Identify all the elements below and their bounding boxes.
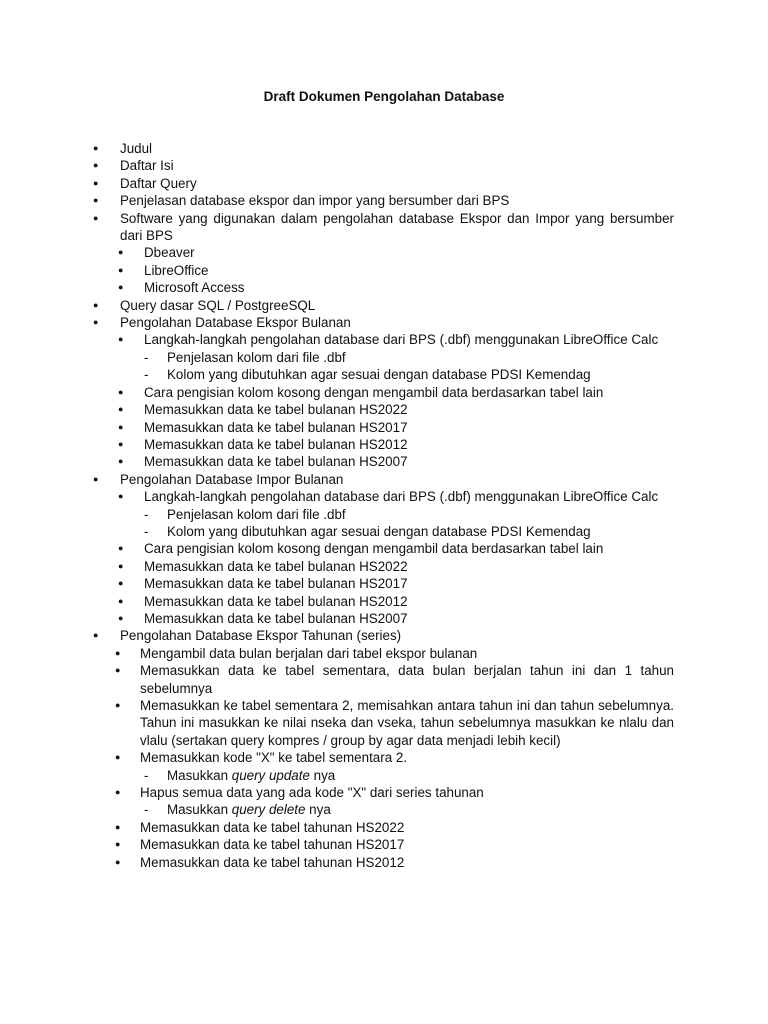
list-item — [0, 210, 674, 245]
list-item-text: Memasukkan data ke tabel bulanan HS2022 — [144, 402, 408, 418]
bullet-icon: ● — [115, 821, 121, 832]
bullet-icon: ● — [118, 334, 124, 345]
bullet-icon: ● — [93, 212, 99, 223]
bullet-icon: ● — [118, 421, 124, 432]
dash-marker: - — [144, 367, 149, 383]
list-item-text: Langkah-langkah pengolahan database dari BPS (.dbf) menggunakan LibreOffice Calc — [144, 332, 659, 348]
list-item-text: Pengolahan Database Impor Bulanan — [120, 471, 344, 487]
nested-list-item — [0, 331, 674, 348]
page-title: Draft Dokumen Pengolahan Database — [263, 89, 505, 104]
list-item-text: Query dasar SQL / PostgreeSQL — [120, 297, 316, 313]
nested-list-item — [0, 558, 674, 575]
bullet-icon: ● — [118, 386, 124, 397]
list-item-text: Masukkan — [167, 802, 232, 818]
list-item-text: Memasukkan data ke tabel bulanan HS2012 — [144, 593, 408, 609]
list-item-text: Memasukkan data ke tabel bulanan HS2012 — [144, 436, 408, 452]
bullet-icon: ● — [118, 595, 124, 606]
list-item-text: nya — [305, 802, 331, 818]
list-item-text: Memasukkan data ke tabel bulanan HS2007 — [144, 610, 408, 626]
list-item-text: Mengambil data bulan berjalan dari tabel ekspor bulanan — [140, 645, 478, 661]
list-item-text: Kolom yang dibutuhkan agar sesuai dengan database PDSI Kemendag — [167, 523, 591, 539]
sub-list-item — [0, 506, 674, 523]
bullet-icon: ● — [118, 438, 124, 449]
list-item-text: Memasukkan data ke tabel bulanan HS2017 — [144, 419, 408, 435]
list-item-text: Memasukkan data ke tabel sementara, data bulan berjalan tahun ini dan 1 tahun sebelumnya — [140, 663, 674, 696]
bullet-icon: ● — [93, 160, 99, 171]
list-item — [0, 314, 674, 331]
nested-list-item — [0, 419, 674, 436]
nested-list-item — [0, 645, 674, 662]
list-item-text: Langkah-langkah pengolahan database dari BPS (.dbf) menggunakan LibreOffice Calc — [144, 489, 659, 505]
list-item-text: Memasukkan data ke tabel tahunan HS2022 — [140, 819, 405, 835]
italic-term: query update — [231, 767, 310, 783]
list-item — [0, 175, 674, 192]
nested-list-item — [0, 610, 674, 627]
bullet-icon: ● — [118, 578, 124, 589]
dash-marker: - — [144, 349, 149, 365]
bullet-icon: ● — [118, 247, 124, 258]
bullet-icon: ● — [93, 299, 99, 310]
bullet-icon: ● — [118, 404, 124, 415]
nested-list-item — [0, 819, 674, 836]
list-item-text: Pengolahan Database Ekspor Tahunan (series) — [120, 628, 402, 644]
dash-marker: - — [144, 767, 149, 783]
list-item-text: Hapus semua data yang ada kode "X" dari series tahunan — [140, 785, 484, 801]
bullet-icon: ● — [115, 856, 121, 867]
nested-list-item — [0, 662, 674, 697]
list-item-text: Penjelasan kolom dari file .dbf — [167, 349, 346, 365]
nested-list-item — [0, 401, 674, 418]
sub-list-item — [0, 349, 674, 366]
list-item-text: Pengolahan Database Ekspor Bulanan — [120, 315, 351, 331]
bullet-icon: ● — [115, 752, 121, 763]
sub-list-item — [0, 767, 674, 784]
sub-list-item — [0, 523, 674, 540]
nested-list-item — [0, 488, 674, 505]
bullet-icon: ● — [118, 612, 124, 623]
bullet-icon: ● — [118, 282, 124, 293]
bullet-icon: ● — [118, 543, 124, 554]
nested-list-item — [0, 697, 674, 749]
nested-list-item — [0, 453, 674, 470]
bullet-icon: ● — [115, 647, 121, 658]
nested-list-item — [0, 384, 674, 401]
nested-list-item — [0, 784, 674, 801]
list-item-text: Judul — [120, 141, 153, 156]
bullet-icon: ● — [93, 177, 99, 188]
list-item-text: Memasukkan data ke tabel tahunan HS2012 — [140, 854, 405, 870]
bullet-icon: ● — [115, 787, 121, 798]
list-item-text: Kolom yang dibutuhkan agar sesuai dengan database PDSI Kemendag — [167, 367, 591, 383]
nested-list-item — [0, 244, 674, 261]
bullet-icon: ● — [115, 839, 121, 850]
nested-list-item — [0, 749, 674, 766]
list-item-text: Cara pengisian kolom kosong dengan mengambil data berdasarkan tabel lain — [144, 541, 604, 557]
list-item-text: Memasukkan data ke tabel bulanan HS2017 — [144, 576, 408, 592]
list-item-text: Dbeaver — [144, 245, 195, 261]
bullet-icon: ● — [115, 665, 121, 676]
list-item — [0, 192, 674, 209]
list-item — [0, 157, 674, 174]
bullet-icon: ● — [93, 317, 99, 328]
sub-list-item — [0, 366, 674, 383]
outline-list — [0, 140, 768, 871]
italic-term: query delete — [231, 802, 306, 818]
list-item-text: Memasukkan ke tabel sementara 2, memisahkan antara tahun ini dan tahun sebelumnya. Tahun ini masukkan ke nilai nseka dan vseka, tahun sebelumnya masukkan ke nlalu dan vlalu (sertakan query kompres / group by agar data menjadi lebih kecil) — [140, 698, 674, 748]
bullet-icon: ● — [93, 473, 99, 484]
bullet-icon: ● — [118, 491, 124, 502]
list-item — [0, 140, 674, 157]
list-item-text: Daftar Isi — [120, 158, 174, 174]
list-item-text: Microsoft Access — [144, 280, 245, 296]
list-item-text: Masukkan — [167, 767, 232, 783]
list-item-text: Daftar Query — [120, 175, 197, 191]
bullet-icon: ● — [93, 143, 99, 153]
nested-list-item — [0, 575, 674, 592]
bullet-icon: ● — [93, 630, 99, 641]
nested-list-item — [0, 854, 674, 871]
list-item-text: Memasukkan data ke tabel bulanan HS2007 — [144, 454, 408, 470]
bullet-icon: ● — [118, 456, 124, 467]
bullet-icon: ● — [118, 264, 124, 275]
list-item-text: nya — [309, 767, 336, 783]
list-item-text: Memasukkan data ke tabel tahunan HS2017 — [140, 837, 405, 853]
sub-list-item — [0, 801, 674, 818]
nested-list-item — [0, 436, 674, 453]
nested-list-item — [0, 262, 674, 279]
list-item-text: LibreOffice — [144, 262, 209, 278]
dash-marker: - — [144, 506, 149, 522]
list-item-text: Cara pengisian kolom kosong dengan mengambil data berdasarkan tabel lain — [144, 384, 604, 400]
dash-marker: - — [144, 523, 149, 539]
bullet-icon: ● — [115, 700, 121, 710]
bullet-icon: ● — [93, 195, 99, 206]
list-item-text: Memasukkan kode "X" ke tabel sementara 2. — [140, 750, 408, 766]
list-item — [0, 297, 674, 314]
bullet-icon: ● — [118, 560, 124, 571]
nested-list-item — [0, 836, 674, 853]
list-item — [0, 471, 674, 488]
dash-marker: - — [144, 802, 149, 818]
nested-list-item — [0, 540, 674, 557]
list-item-text: Software yang digunakan dalam pengolahan database Ekspor dan Impor yang bersumber dari BPS — [120, 210, 674, 244]
nested-list-item — [0, 593, 674, 610]
list-item-text: Memasukkan data ke tabel bulanan HS2022 — [144, 558, 408, 574]
list-item-text: Penjelasan kolom dari file .dbf — [167, 506, 346, 522]
nested-list-item — [0, 279, 674, 296]
list-item-text: Penjelasan database ekspor dan impor yang bersumber dari BPS — [120, 193, 510, 209]
list-item — [0, 627, 674, 644]
